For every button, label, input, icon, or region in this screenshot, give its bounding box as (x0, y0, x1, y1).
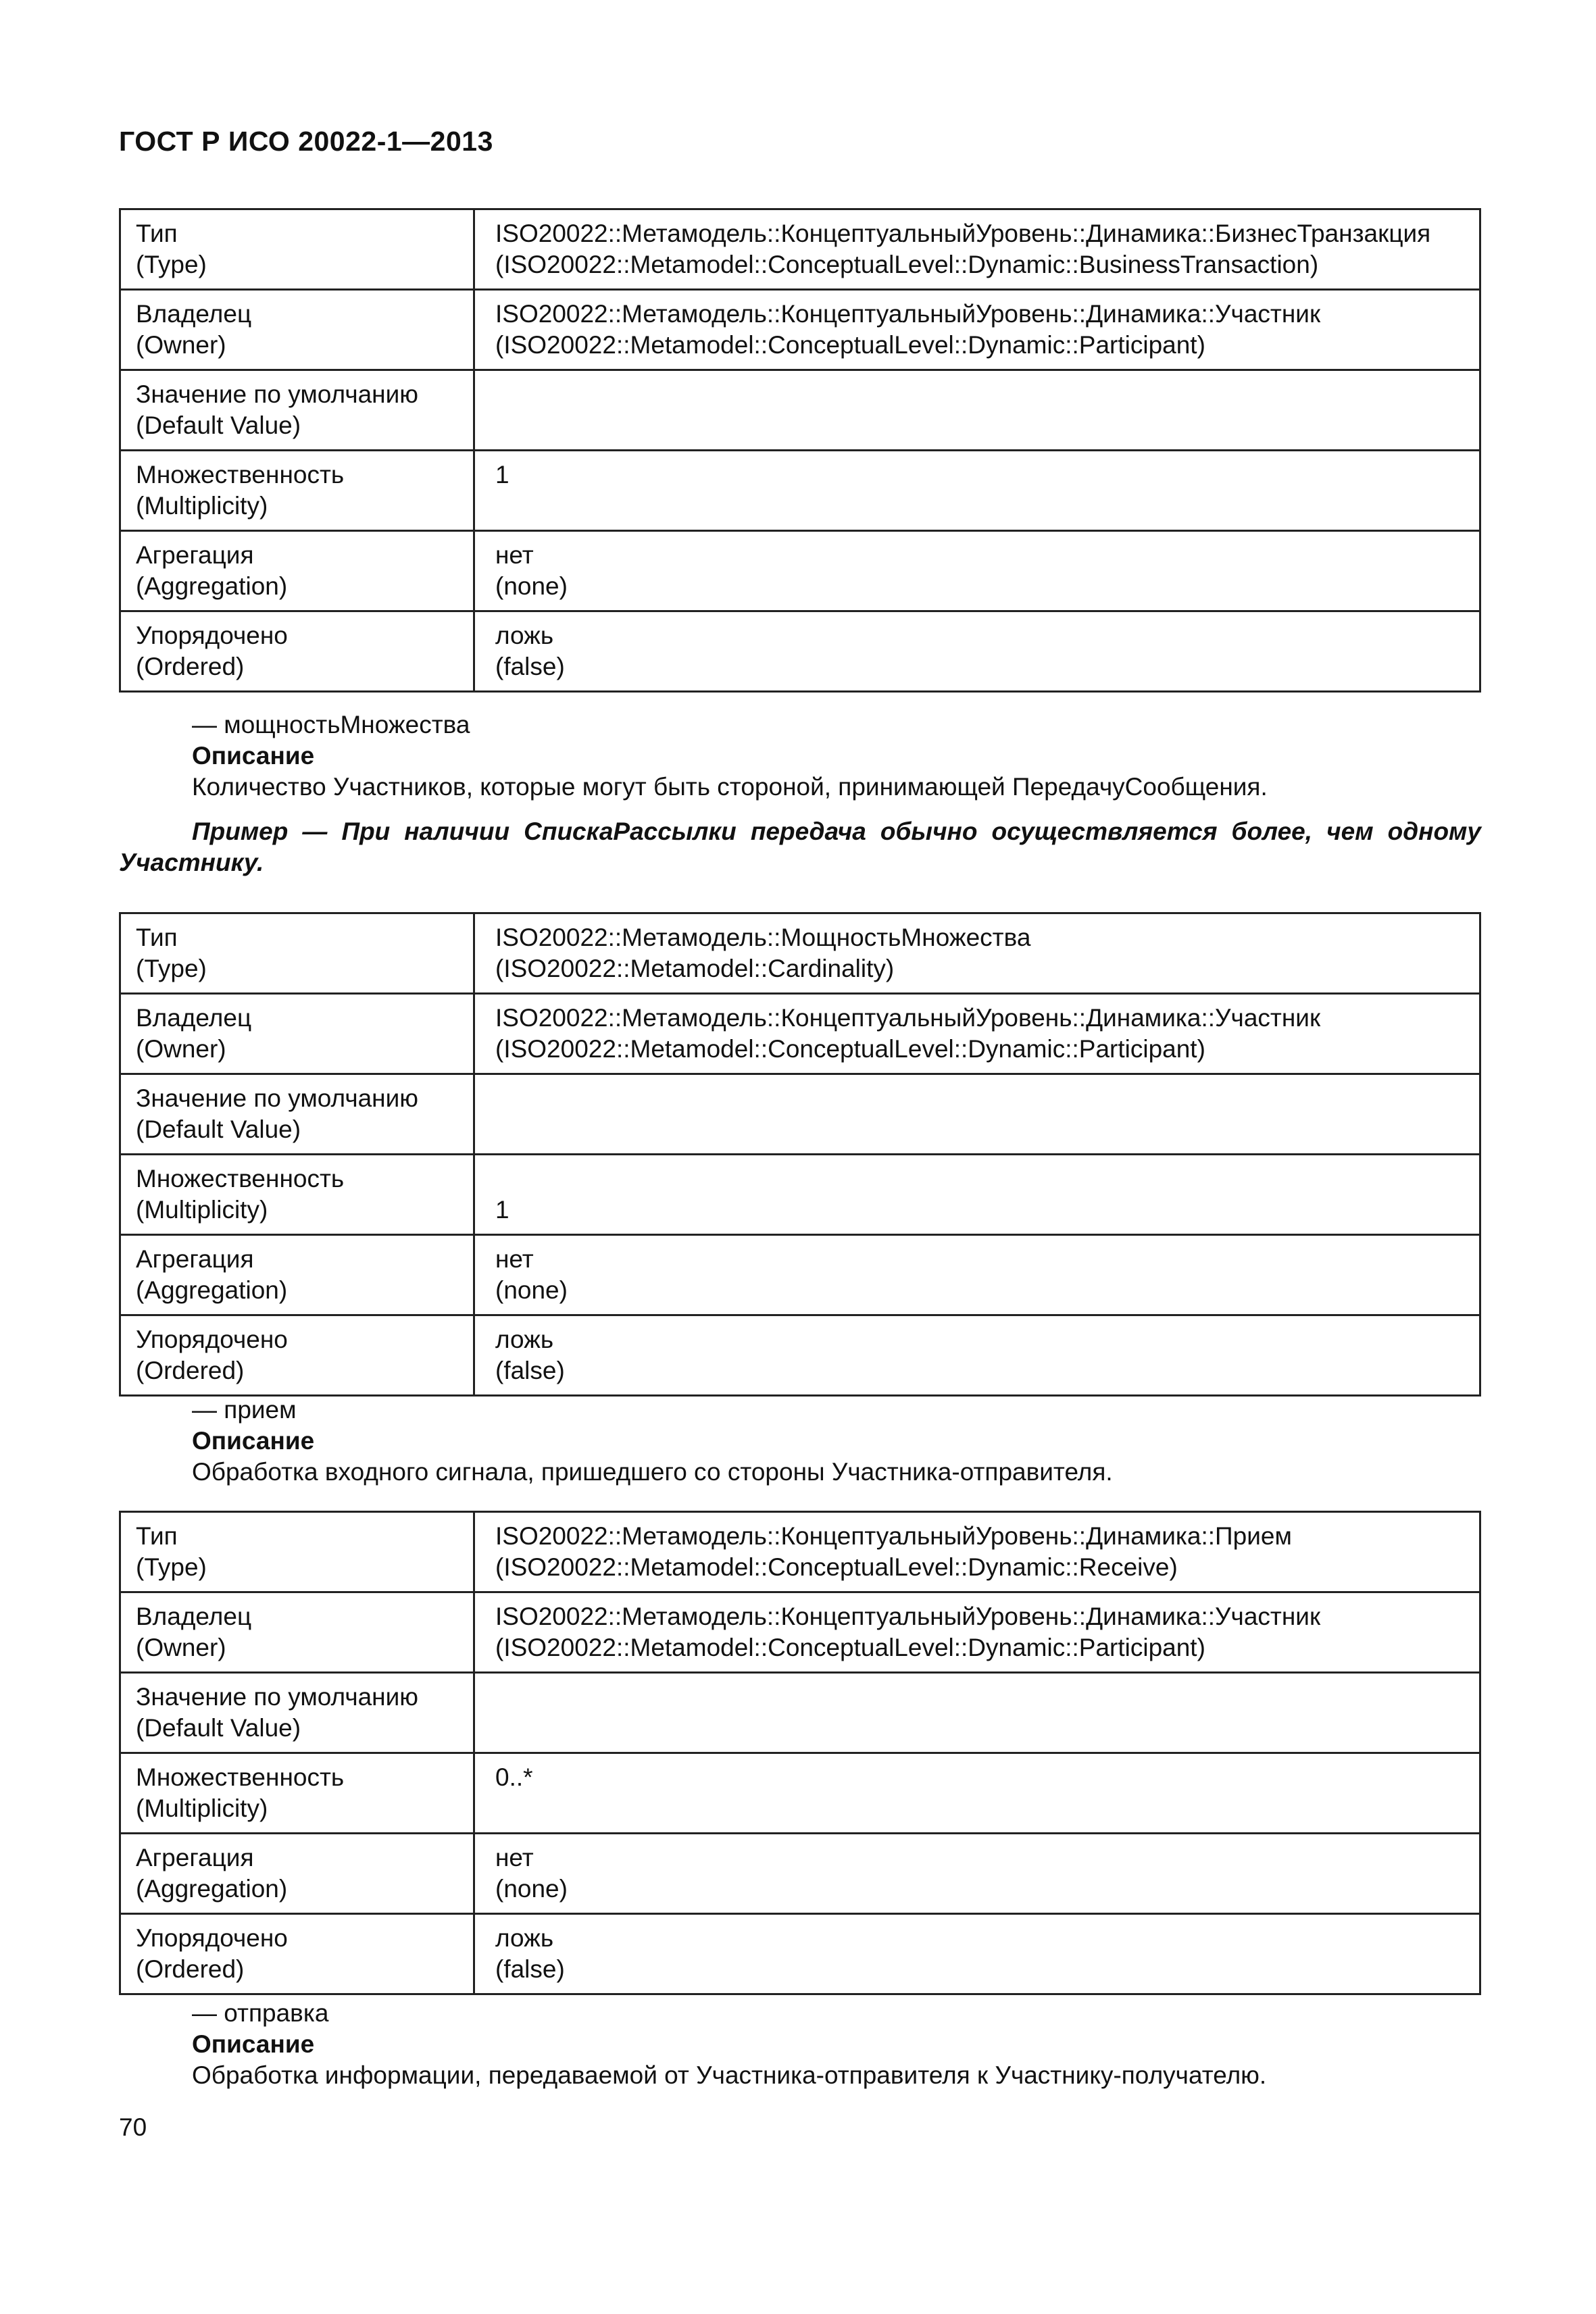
property-name-ru: Владелец (136, 300, 252, 328)
property-value-ru: ложь (495, 1326, 554, 1353)
property-name-en: (Ordered) (136, 653, 245, 680)
property-name-cell (120, 209, 474, 290)
property-name-en: (Multiplicity) (136, 1794, 268, 1822)
attribute-title: — мощностьМножества (192, 711, 470, 738)
property-name-en: (Multiplicity) (136, 1196, 268, 1224)
property-value-cell (474, 1834, 1480, 1914)
property-name-cell (120, 1753, 474, 1834)
property-name-ru: Упорядочено (136, 1326, 288, 1353)
properties-table-1 (119, 208, 1481, 693)
property-name-cell (120, 370, 474, 451)
property-value-cell (474, 209, 1480, 290)
property-value-cell (474, 370, 1480, 451)
property-value-en: (none) (495, 1875, 568, 1903)
property-name-cell (120, 290, 474, 370)
property-name-cell (120, 1834, 474, 1914)
table-row (120, 1753, 1480, 1834)
description-heading: Описание (192, 742, 315, 770)
property-name-ru: Упорядочено (136, 1924, 288, 1952)
property-name-cell (120, 1673, 474, 1753)
property-value-en: (false) (495, 1955, 565, 1983)
table-row (120, 209, 1480, 290)
property-value-cell (474, 290, 1480, 370)
table-row (120, 1592, 1480, 1673)
table-row (120, 1512, 1480, 1592)
property-value-cell (474, 1155, 1480, 1235)
description-text: Обработка информации, передаваемой от Участника-отправителя к Участнику-получателю. (192, 2061, 1267, 2089)
property-value-ru: ложь (495, 1924, 554, 1952)
document-header: ГОСТ Р ИСО 20022-1—2013 (119, 126, 493, 157)
property-value-ru: 1 (495, 461, 509, 488)
property-value-cell (474, 1512, 1480, 1592)
property-value-en: (false) (495, 653, 565, 680)
description-heading: Описание (192, 2030, 315, 2058)
property-value-cell (474, 1235, 1480, 1315)
table-row (120, 1315, 1480, 1396)
property-name-en: (Aggregation) (136, 1875, 288, 1903)
property-name-ru: Тип (136, 1522, 178, 1550)
property-value-en: (ISO20022::Metamodel::ConceptualLevel::Dynamic::Participant) (495, 1035, 1205, 1063)
property-value-en: (ISO20022::Metamodel::ConceptualLevel::Dynamic::Participant) (495, 331, 1205, 359)
property-name-ru: Множественность (136, 1165, 345, 1192)
property-value-en: (ISO20022::Metamodel::ConceptualLevel::Dynamic::BusinessTransaction) (495, 251, 1319, 278)
property-value-en: (false) (495, 1357, 565, 1384)
property-name-en: (Aggregation) (136, 1276, 288, 1304)
attribute-description (192, 1394, 1113, 1488)
property-name-ru: Упорядочено (136, 622, 288, 649)
property-value-ru: нет (495, 541, 534, 569)
property-name-en: (Default Value) (136, 1714, 301, 1742)
property-name-cell (120, 1074, 474, 1155)
property-name-en: (Owner) (136, 1035, 226, 1063)
property-name-cell (120, 1512, 474, 1592)
attribute-description (192, 1998, 1266, 2091)
property-name-cell (120, 994, 474, 1074)
property-value-ru: ISO20022::Метамодель::МощностьМножества (495, 924, 1031, 951)
property-value-cell (474, 1074, 1480, 1155)
property-value-cell (474, 994, 1480, 1074)
table-row (120, 611, 1480, 692)
attribute-title: — прием (192, 1396, 297, 1424)
property-name-cell (120, 1592, 474, 1673)
properties-table-3 (119, 1511, 1481, 1995)
table-row (120, 1074, 1480, 1155)
property-value-en: (ISO20022::Metamodel::Cardinality) (495, 955, 895, 982)
property-name-en: (Ordered) (136, 1955, 245, 1983)
property-value-cell (474, 611, 1480, 692)
description-heading: Описание (192, 1427, 315, 1455)
attribute-title: — отправка (192, 1999, 329, 2027)
property-value-en: (ISO20022::Metamodel::ConceptualLevel::Dynamic::Receive) (495, 1553, 1178, 1581)
property-name-ru: Тип (136, 220, 178, 247)
table-row (120, 1673, 1480, 1753)
table-row (120, 913, 1480, 994)
table-row (120, 1914, 1480, 1994)
property-name-en: (Owner) (136, 1634, 226, 1661)
property-value-en: (none) (495, 1276, 568, 1304)
property-name-ru: Владелец (136, 1603, 252, 1630)
property-value-cell (474, 1592, 1480, 1673)
property-name-cell (120, 1235, 474, 1315)
property-name-en: (Aggregation) (136, 572, 288, 600)
property-value-cell (474, 1673, 1480, 1753)
property-name-en: (Default Value) (136, 1115, 301, 1143)
properties-table-2 (119, 912, 1481, 1397)
property-name-ru: Тип (136, 924, 178, 951)
property-value-ru: нет (495, 1844, 534, 1871)
property-name-cell (120, 611, 474, 692)
property-name-en: (Type) (136, 251, 207, 278)
property-name-ru: Владелец (136, 1004, 252, 1032)
property-value-ru: ISO20022::Метамодель::КонцептуальныйУровень::Динамика::Участник (495, 300, 1321, 328)
property-name-en: (Type) (136, 955, 207, 982)
property-value-ru: ISO20022::Метамодель::КонцептуальныйУровень::Динамика::Участник (495, 1603, 1321, 1630)
property-name-en: (Ordered) (136, 1357, 245, 1384)
property-name-ru: Агрегация (136, 541, 254, 569)
attribute-description (192, 709, 1268, 803)
table-row (120, 1155, 1480, 1235)
property-value-cell (474, 531, 1480, 611)
table-row (120, 531, 1480, 611)
property-name-ru: Агрегация (136, 1844, 254, 1871)
property-value-en: (ISO20022::Metamodel::ConceptualLevel::Dynamic::Participant) (495, 1634, 1205, 1661)
property-value-cell (474, 913, 1480, 994)
property-name-ru: Агрегация (136, 1245, 254, 1273)
property-value-ru: ложь (495, 622, 554, 649)
property-value-ru: 0..* (495, 1763, 533, 1791)
property-name-cell (120, 1315, 474, 1396)
property-value-cell (474, 451, 1480, 531)
table-row (120, 1834, 1480, 1914)
property-name-cell (120, 451, 474, 531)
property-value-ru: ISO20022::Метамодель::КонцептуальныйУровень::Динамика::Участник (495, 1004, 1321, 1032)
table-row (120, 290, 1480, 370)
property-value-cell (474, 1914, 1480, 1994)
property-name-ru: Множественность (136, 461, 345, 488)
property-value-cell (474, 1315, 1480, 1396)
property-name-ru: Значение по умолчанию (136, 1683, 419, 1711)
property-name-cell (120, 531, 474, 611)
property-name-ru: Значение по умолчанию (136, 1084, 419, 1112)
table-row (120, 1235, 1480, 1315)
property-name-cell (120, 913, 474, 994)
property-name-cell (120, 1155, 474, 1235)
property-name-en: (Multiplicity) (136, 492, 268, 520)
property-value-ru: ISO20022::Метамодель::КонцептуальныйУровень::Динамика::БизнесТранзакция (495, 220, 1431, 247)
property-value-ru: 1 (495, 1196, 509, 1224)
property-value-en: (none) (495, 572, 568, 600)
property-name-ru: Множественность (136, 1763, 345, 1791)
property-name-en: (Owner) (136, 331, 226, 359)
page-number: 70 (119, 2113, 147, 2141)
description-text: Обработка входного сигнала, пришедшего со стороны Участника-отправителя. (192, 1458, 1113, 1486)
property-name-en: (Type) (136, 1553, 207, 1581)
table-row (120, 451, 1480, 531)
table-row (120, 994, 1480, 1074)
description-text: Количество Участников, которые могут быть стороной, принимающей ПередачуСообщения. (192, 773, 1268, 801)
property-value-ru: нет (495, 1245, 534, 1273)
property-name-cell (120, 1914, 474, 1994)
table-row (120, 370, 1480, 451)
property-name-en: (Default Value) (136, 411, 301, 439)
property-value-ru: ISO20022::Метамодель::КонцептуальныйУровень::Динамика::Прием (495, 1522, 1292, 1550)
property-value-cell (474, 1753, 1480, 1834)
property-name-ru: Значение по умолчанию (136, 380, 419, 408)
example-note: Пример — При наличии СпискаРассылки передача обычно осуществляется более, чем одному Участнику. (119, 818, 1481, 876)
